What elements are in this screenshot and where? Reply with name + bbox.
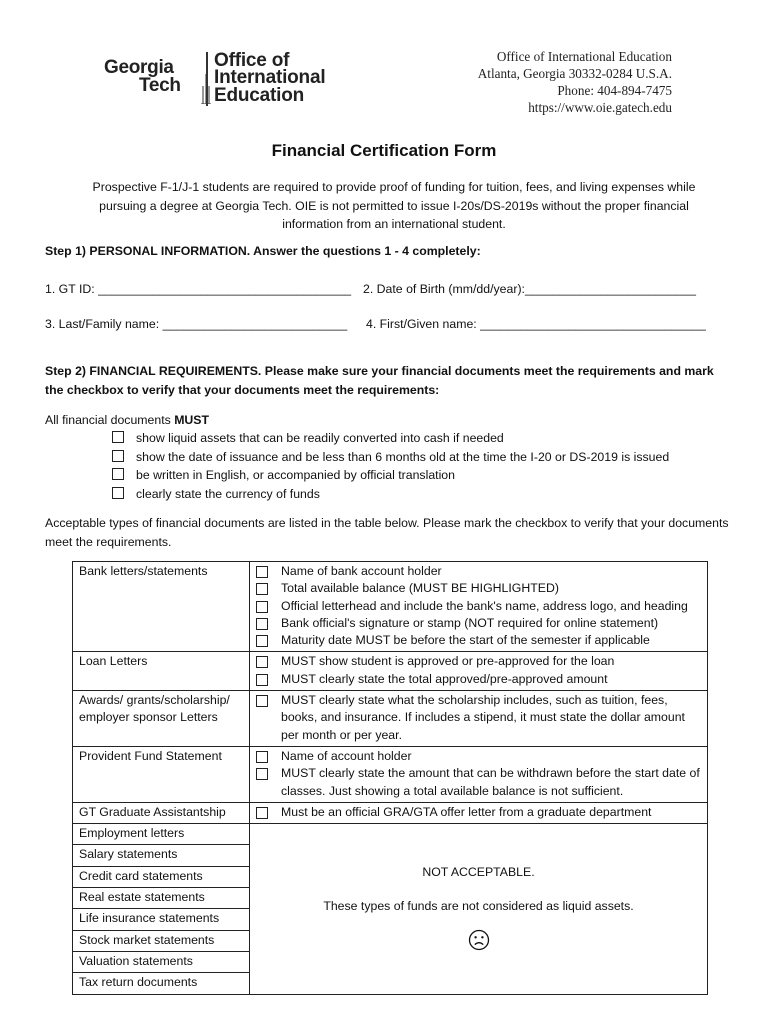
criterion-text: Maturity date MUST be before the start of the semester if applicable	[281, 633, 650, 648]
criterion-item	[256, 580, 701, 597]
last-name-field[interactable]	[45, 315, 347, 334]
criterion-text: MUST clearly state the amount that can be withdrawn before the start date of classes. Just showing a total available balance is not sufficient.	[281, 766, 700, 798]
criterion-text: Total available balance (MUST BE HIGHLIGHTED)	[281, 581, 559, 596]
requirement-checkbox[interactable]	[112, 468, 124, 480]
gt-id-field[interactable]	[45, 280, 351, 299]
requirements-intro	[45, 411, 209, 430]
criterion-item	[256, 563, 701, 580]
document-type-cell: Credit card statements	[73, 866, 250, 887]
requirement-item	[112, 429, 669, 448]
criterion-checkbox[interactable]	[256, 751, 268, 763]
requirement-text: show the date of issuance and be less than 6 months old at the time the I-20 or DS-2019 is issued	[136, 449, 670, 464]
form-title: Financial Certification Form	[271, 141, 497, 160]
step1-heading: Step 1) PERSONAL INFORMATION. Answer the questions 1 - 4 completely:	[45, 244, 481, 258]
document-type-cell: Employment letters	[73, 824, 250, 845]
document-type-cell: GT Graduate Assistantship	[73, 802, 250, 823]
last-name-blank[interactable]: ___________________________	[162, 317, 348, 331]
criterion-checkbox[interactable]	[256, 674, 268, 686]
requirements-list	[112, 429, 669, 503]
criterion-item	[256, 615, 701, 632]
table-row	[73, 746, 708, 802]
document-type-cell: Provident Fund Statement	[73, 746, 250, 802]
criterion-item	[256, 692, 701, 744]
table-row	[73, 691, 708, 747]
document-type-cell: Bank letters/statements	[73, 562, 250, 652]
document-type-cell: Real estate statements	[73, 888, 250, 909]
requirement-item	[112, 485, 669, 504]
document-type-cell: Stock market statements	[73, 930, 250, 951]
table-row	[73, 562, 708, 652]
criteria-cell	[250, 746, 708, 802]
criterion-text: MUST clearly state what the scholarship includes, such as tuition, fees, books, and insurance. If includes a stipend, it must state the dollar amount per month or per year.	[281, 693, 685, 742]
criterion-checkbox[interactable]	[256, 583, 268, 595]
criterion-checkbox[interactable]	[256, 601, 268, 613]
first-name-label: 4. First/Given name:	[366, 317, 481, 331]
criterion-item	[256, 632, 701, 649]
logo-tower-icon	[200, 74, 212, 104]
requirement-text: be written in English, or accompanied by official translation	[136, 468, 455, 482]
criterion-item	[256, 653, 701, 670]
financial-documents-table	[72, 561, 708, 995]
address-url[interactable]: https://www.oie.gatech.edu	[528, 100, 672, 115]
criterion-item	[256, 804, 701, 821]
address-office: Office of International Education	[496, 49, 672, 64]
criterion-checkbox[interactable]	[256, 618, 268, 630]
criterion-checkbox[interactable]	[256, 656, 268, 668]
requirement-item	[112, 466, 669, 485]
first-name-blank[interactable]: _________________________________	[480, 317, 706, 331]
requirements-intro-text: All financial documents	[45, 413, 175, 427]
criteria-cell	[250, 802, 708, 823]
office-address	[412, 48, 672, 116]
logo-georgia-text: Georgia	[104, 57, 174, 78]
criterion-checkbox[interactable]	[256, 768, 268, 780]
document-type-cell: Loan Letters	[73, 652, 250, 691]
criterion-item	[256, 765, 701, 800]
criterion-item	[256, 748, 701, 765]
first-name-field[interactable]	[366, 315, 706, 334]
requirement-checkbox[interactable]	[112, 431, 124, 443]
criterion-checkbox[interactable]	[256, 635, 268, 647]
logo-office-of-text: Office of	[214, 50, 290, 71]
criterion-checkbox[interactable]	[256, 807, 268, 819]
dob-label: 2. Date of Birth (mm/dd/year):	[363, 282, 525, 296]
gt-id-label: 1. GT ID:	[45, 282, 99, 296]
table-row	[73, 652, 708, 691]
criterion-text: Official letterhead and include the bank's name, address logo, and heading	[281, 598, 688, 613]
criteria-cell	[250, 652, 708, 691]
document-type-cell: Valuation statements	[73, 951, 250, 972]
criterion-item	[256, 598, 701, 615]
criterion-checkbox[interactable]	[256, 566, 268, 578]
logo-education-text: Education	[214, 85, 305, 106]
georgia-tech-oie-logo	[104, 52, 354, 108]
criterion-item	[256, 671, 701, 688]
logo-tech-text: Tech	[139, 75, 181, 96]
document-type-cell: Awards/ grants/scholarship/ employer sponsor Letters	[73, 691, 250, 747]
document-type-cell: Life insurance statements	[73, 909, 250, 930]
address-city: Atlanta, Georgia 30332-0284 U.S.A.	[477, 66, 672, 81]
frown-icon	[468, 929, 490, 951]
not-acceptable-title: NOT ACCEPTABLE.	[422, 865, 535, 880]
criterion-text: Bank official's signature or stamp (NOT required for online statement)	[281, 615, 659, 630]
criterion-text: Must be an official GRA/GTA offer letter from a graduate department	[281, 804, 652, 819]
requirement-text: show liquid assets that can be readily converted into cash if needed	[136, 431, 504, 445]
requirement-checkbox[interactable]	[112, 487, 124, 499]
requirement-item	[112, 448, 669, 467]
intro-paragraph: Prospective F-1/J-1 students are required to provide proof of funding for tuition, fees, and living expenses while pursuing a degree at Georgia Tech. OIE is not permitted to issue I-20s/DS-2019s without the proper financial information from an international student.	[92, 180, 696, 231]
table-row	[73, 824, 708, 845]
requirement-text: clearly state the currency of funds	[136, 486, 320, 501]
criterion-text: Name of bank account holder	[281, 564, 442, 578]
document-type-cell: Salary statements	[73, 845, 250, 866]
dob-blank[interactable]: _________________________	[524, 282, 696, 296]
acceptable-documents-intro: Acceptable types of financial documents are listed in the table below. Please mark the checkbox to verify that your documents meet the requirements.	[45, 516, 729, 549]
step2-heading: Step 2) FINANCIAL REQUIREMENTS. Please make sure your financial documents meet the requirements and mark the checkbox to verify that your documents meet the requirements:	[45, 364, 714, 397]
gt-id-blank[interactable]: _____________________________________	[98, 282, 352, 296]
address-phone: Phone: 404-894-7475	[557, 83, 672, 98]
table-row	[73, 802, 708, 823]
not-acceptable-cell	[250, 824, 708, 994]
criterion-text: MUST show student is approved or pre-approved for the loan	[281, 654, 615, 669]
logo-international-text: International	[214, 67, 326, 88]
criteria-cell	[250, 691, 708, 747]
requirement-checkbox[interactable]	[112, 450, 124, 462]
not-acceptable-text: These types of funds are not considered as liquid assets.	[323, 898, 634, 913]
criteria-cell	[250, 562, 708, 652]
document-type-cell: Tax return documents	[73, 973, 250, 994]
last-name-label: 3. Last/Family name:	[45, 317, 163, 331]
criterion-text: Name of account holder	[281, 748, 412, 763]
requirements-intro-must: MUST	[174, 413, 210, 427]
criterion-checkbox[interactable]	[256, 695, 268, 707]
criterion-text: MUST clearly state the total approved/pre-approved amount	[281, 671, 608, 686]
dob-field[interactable]	[363, 280, 696, 299]
